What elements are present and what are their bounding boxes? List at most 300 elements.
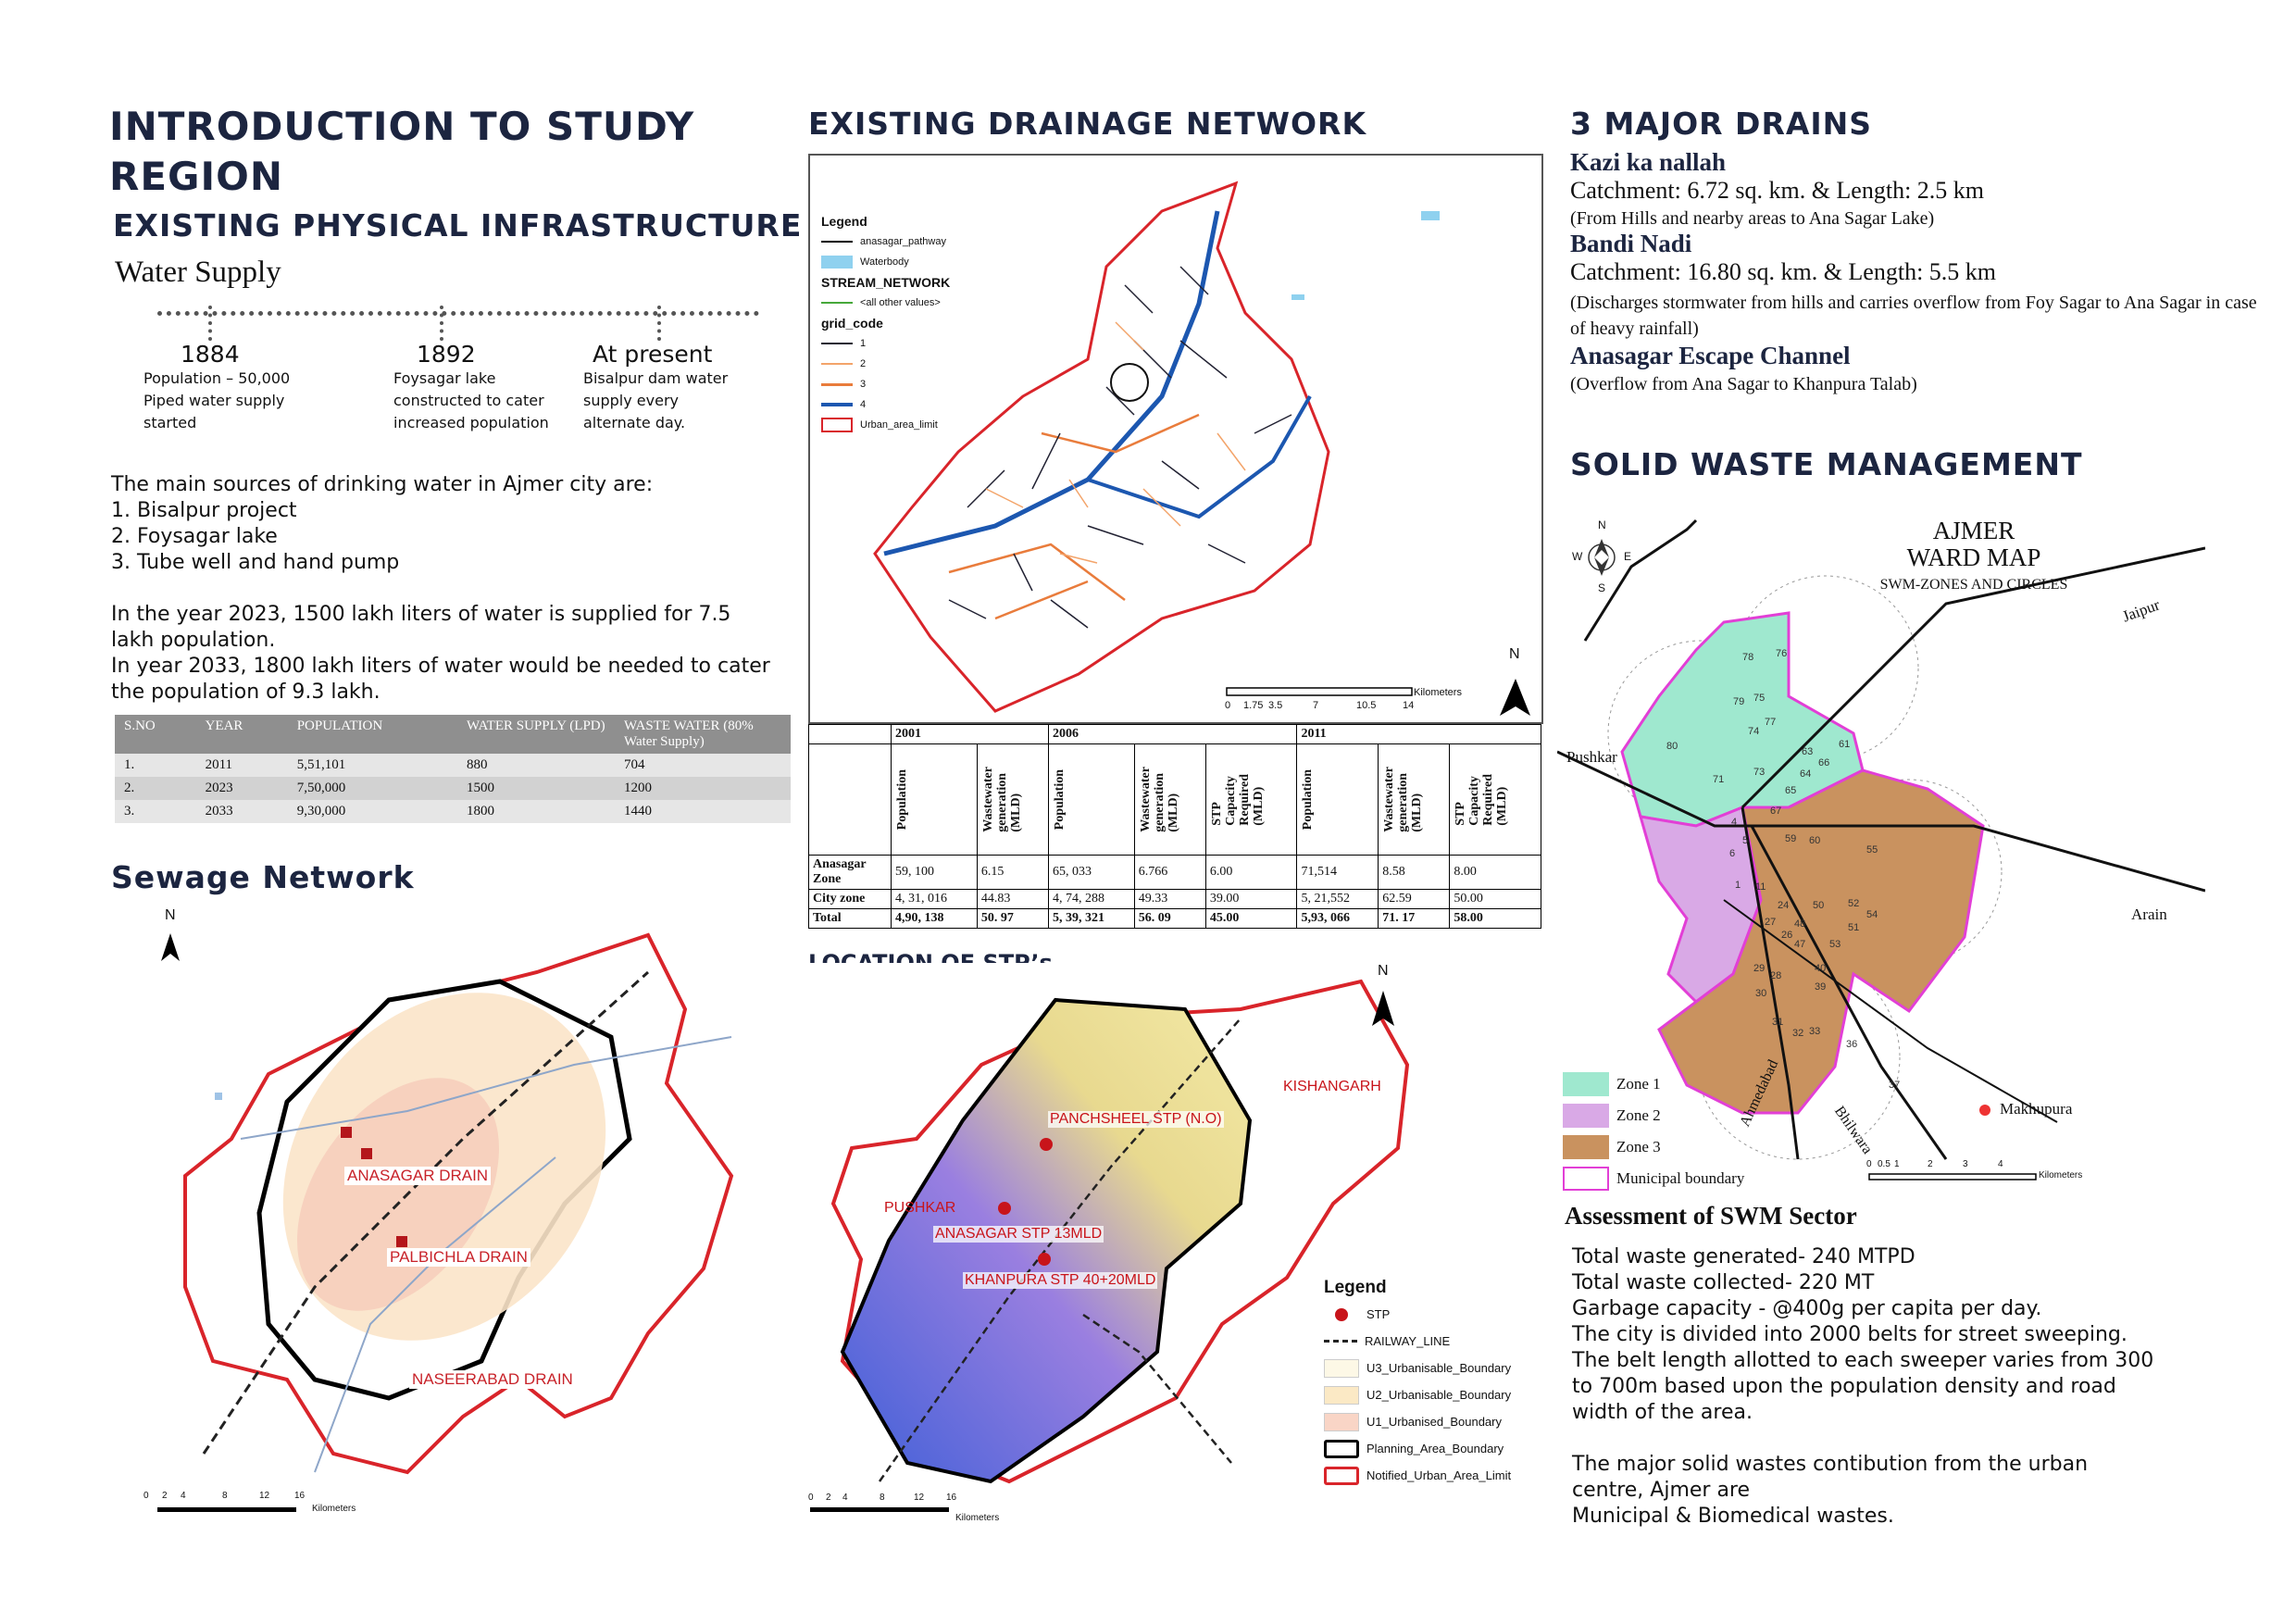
table-row xyxy=(809,890,1541,909)
table-row xyxy=(115,754,791,777)
source-item: 1. Bisalpur project xyxy=(111,499,297,522)
table-cell: 50. 97 xyxy=(977,909,1048,929)
stp-icon xyxy=(1335,1308,1348,1321)
table-header: S.NO xyxy=(115,715,196,754)
ward-number: 32 xyxy=(1792,1028,1804,1039)
column-header-text: Wastewater generation (MLD) xyxy=(1382,767,1425,832)
scale-tick: 12 xyxy=(259,1491,270,1501)
ward-number: 50 xyxy=(1813,900,1825,911)
water-supply-timeline xyxy=(144,306,768,472)
infrastructure-subtitle: EXISTING PHYSICAL INFRASTRUCTURE xyxy=(113,207,803,244)
legend-label: Waterbody xyxy=(860,256,909,268)
drainage-north-label: N xyxy=(1509,646,1520,662)
ward-number: 55 xyxy=(1866,844,1878,856)
legend-label: Municipal boundary xyxy=(1616,1169,1745,1187)
scale-unit: Kilometers xyxy=(312,1504,356,1514)
sewage-network-map xyxy=(130,898,778,1520)
drain-name: Bandi Nadi xyxy=(1570,230,1692,257)
legend-swatch xyxy=(1324,1467,1359,1485)
legend-item-u3 xyxy=(1324,1355,1511,1381)
legend-swatch xyxy=(821,363,853,365)
scale-tick: 7 xyxy=(1313,700,1319,711)
column-header xyxy=(1450,744,1541,856)
column-header-text: Population xyxy=(895,768,909,831)
ward-number: 30 xyxy=(1755,988,1767,999)
ward-number: 36 xyxy=(1846,1039,1858,1050)
ward-map-title-line: WARD MAP xyxy=(1906,543,2041,571)
table-cell: 704 xyxy=(615,754,791,777)
naseerabad-drain-marker xyxy=(396,1236,407,1247)
legend-item-urban xyxy=(821,415,950,435)
legend-label: Urban_area_limit xyxy=(860,419,938,431)
north-arrow-icon xyxy=(1500,679,1530,716)
table-cell xyxy=(809,725,892,744)
waterbody xyxy=(1421,211,1440,220)
scale-tick: 0 xyxy=(1225,700,1231,711)
legend-label: 1 xyxy=(860,338,867,349)
scale-unit: Kilometers xyxy=(2039,1170,2083,1181)
assessment-line: Municipal & Biomedical wastes. xyxy=(1572,1505,1894,1528)
ward-number: 75 xyxy=(1753,693,1766,704)
scale-tick: 14 xyxy=(1403,700,1415,711)
waterbody xyxy=(215,1093,222,1100)
timeline-text: Bisalpur dam water supply every alternate day. xyxy=(583,369,729,431)
table-cell: 880 xyxy=(457,754,615,777)
sources-intro: The main sources of drinking water in Ajmer city are: xyxy=(111,473,654,496)
scale-bar xyxy=(157,1507,296,1512)
map-label-naseerabad-drain: NASEERABAD DRAIN xyxy=(409,1370,576,1389)
scale-tick: 2 xyxy=(1928,1159,1933,1169)
legend-title: Legend xyxy=(1324,1278,1387,1297)
ward-number: 60 xyxy=(1809,835,1821,846)
ward-number: 1 xyxy=(1735,880,1741,891)
ward-number: 67 xyxy=(1770,806,1782,817)
table-cell: 5, 39, 321 xyxy=(1048,909,1134,929)
legend-item-stp xyxy=(1324,1301,1511,1328)
drain-name: Kazi ka nallah xyxy=(1570,148,1727,176)
legend-item-grid-3 xyxy=(821,374,950,394)
table-cell xyxy=(809,744,892,856)
legend-label: STP xyxy=(1366,1307,1391,1321)
ward-number: 80 xyxy=(1666,741,1678,752)
water-paragraph-2033: In year 2033, 1800 lakh liters of water would be needed to cater the population of 9.3 lakh. xyxy=(111,655,770,704)
assessment-line: Garbage capacity - @400g per capita per day. xyxy=(1572,1297,2042,1320)
ward-number: 74 xyxy=(1748,726,1760,737)
legend-item-zone-3 xyxy=(1563,1131,1744,1163)
major-drains-list xyxy=(1570,148,2274,395)
ward-number: 66 xyxy=(1818,757,1830,768)
ward-number: 29 xyxy=(1753,963,1766,974)
legend-swatch xyxy=(821,383,853,386)
scale-tick: 8 xyxy=(222,1491,228,1501)
ajmer-ward-map xyxy=(1557,511,2205,1196)
drain-detail: Catchment: 6.72 sq. km. & Length: 2.5 km xyxy=(1570,177,1985,204)
legend-item-grid-4 xyxy=(821,394,950,415)
legend-item-grid-2 xyxy=(821,354,950,374)
column-header-text: Population xyxy=(1301,768,1316,831)
table-cell: 5, 21,552 xyxy=(1297,890,1379,909)
legend-swatch xyxy=(1324,1340,1357,1343)
scale-tick: 0 xyxy=(1866,1159,1872,1169)
legend-label: Notified_Urban_Area_Limit xyxy=(1366,1468,1512,1482)
legend-label: Planning_Area_Boundary xyxy=(1366,1442,1504,1455)
legend-title: Legend xyxy=(821,214,867,229)
water-supply-table xyxy=(115,715,791,823)
timeline-text: Foysagar lake constructed to cater increased population xyxy=(393,369,549,431)
column-header xyxy=(1297,744,1379,856)
legend-label: <all other values> xyxy=(860,297,941,308)
assessment-line: The major solid wastes contibution from the urban centre, Ajmer are xyxy=(1572,1453,2089,1502)
water-sources-block xyxy=(111,472,778,706)
drain-name: Anasagar Escape Channel xyxy=(1570,342,1851,369)
ward-number: 28 xyxy=(1770,970,1782,981)
ward-number: 11 xyxy=(1755,881,1766,893)
scale-bar xyxy=(810,1507,949,1512)
legend-label: 2 xyxy=(860,358,867,369)
north-arrow-icon xyxy=(161,933,180,961)
column-header xyxy=(1205,744,1297,856)
scale-tick: 3.5 xyxy=(1268,700,1283,711)
stp-legend xyxy=(1324,1274,1511,1489)
ward-number: 63 xyxy=(1802,746,1814,757)
scale-tick: 1 xyxy=(1894,1159,1900,1169)
year-header: 2001 xyxy=(892,725,1049,744)
ward-number: 37 xyxy=(1889,1080,1901,1091)
column-header xyxy=(1048,744,1134,856)
major-drains-heading: 3 MAJOR DRAINS xyxy=(1570,106,1873,142)
assessment-heading: Assessment of SWM Sector xyxy=(1565,1202,1857,1230)
place-bhilwara: Bhilwara xyxy=(1830,1103,1876,1157)
legend-item-u1 xyxy=(1324,1408,1511,1435)
legend-swatch xyxy=(1324,1359,1359,1378)
table-cell: 4,90, 138 xyxy=(892,909,978,929)
legend-swatch xyxy=(821,418,853,432)
ward-number: 4 xyxy=(1731,817,1738,828)
place-ahmedabad: Ahmedabad xyxy=(1737,1057,1782,1130)
column-header-text: Wastewater generation (MLD) xyxy=(1138,767,1180,832)
scale-tick: 4 xyxy=(842,1493,848,1503)
ward-number: 73 xyxy=(1753,767,1766,778)
drainage-legend xyxy=(821,211,950,435)
row-label: Total xyxy=(809,909,892,929)
legend-label: U1_Urbanised_Boundary xyxy=(1366,1415,1502,1429)
scale-tick: 0 xyxy=(144,1491,149,1501)
stp-marker xyxy=(1038,1253,1051,1266)
table-cell: 39.00 xyxy=(1205,890,1297,909)
legend-label: RAILWAY_LINE xyxy=(1365,1334,1451,1348)
place-pushkar: Pushkar xyxy=(1566,748,1617,766)
legend-swatch xyxy=(821,302,853,304)
table-cell: 45.00 xyxy=(1205,909,1297,929)
table-header: YEAR xyxy=(196,715,288,754)
drainage-network-map xyxy=(808,154,1543,724)
legend-item-municipal-boundary xyxy=(1563,1163,1744,1194)
table-cell: 5,93, 066 xyxy=(1297,909,1379,929)
column-header-text: Wastewater generation (MLD) xyxy=(980,767,1023,832)
table-cell: 6.15 xyxy=(977,856,1048,890)
water-paragraph-2023: In the year 2023, 1500 lakh liters of water is supplied for 7.5 lakh population. xyxy=(111,603,731,652)
timeline-year: 1884 xyxy=(181,341,240,368)
legend-swatch xyxy=(821,241,853,243)
legend-swatch xyxy=(821,403,853,406)
timeline-connector xyxy=(657,306,768,341)
assessment-line: Total waste generated- 240 MTPD xyxy=(1572,1245,1915,1268)
scale-tick: 12 xyxy=(914,1493,925,1503)
label-anasagar-stp: ANASAGAR STP 13MLD xyxy=(935,1226,1103,1242)
legend-item-railway xyxy=(1324,1328,1511,1355)
assessment-line xyxy=(1572,1426,2155,1452)
legend-item-grid-1 xyxy=(821,333,950,354)
stp-location-map xyxy=(805,963,1554,1528)
ward-number: 48 xyxy=(1794,918,1806,930)
table-cell: 4, 74, 288 xyxy=(1048,890,1134,909)
page-title: INTRODUCTION TO STUDY REGION xyxy=(109,104,695,199)
ward-number: 52 xyxy=(1848,898,1860,909)
legend-label: Zone 3 xyxy=(1616,1138,1661,1156)
label-pushkar: PUSHKAR xyxy=(884,1200,956,1216)
table-row xyxy=(809,909,1541,929)
scale-tick: 3 xyxy=(1963,1159,1968,1169)
legend-label: Zone 1 xyxy=(1616,1075,1661,1093)
legend-stream-title: STREAM_NETWORK xyxy=(821,275,951,290)
ward-number: 71 xyxy=(1713,774,1725,785)
table-row xyxy=(115,800,791,823)
row-label: Anasagar Zone xyxy=(809,856,892,890)
drainage-heading: EXISTING DRAINAGE NETWORK xyxy=(808,106,1367,142)
ward-number: 53 xyxy=(1829,939,1841,950)
table-cell: 4, 31, 016 xyxy=(892,890,978,909)
table-row xyxy=(115,777,791,800)
legend-item-zone-2 xyxy=(1563,1100,1744,1131)
ward-map-title-line: AJMER xyxy=(1932,517,2015,544)
table-header-row xyxy=(809,744,1541,856)
table-header-row xyxy=(115,715,791,754)
ward-number: 33 xyxy=(1809,1026,1821,1037)
scale-tick: 2 xyxy=(162,1491,168,1501)
legend-label: 4 xyxy=(860,399,867,410)
drain-note: (Overflow from Ana Sagar to Khanpura Talab) xyxy=(1570,374,1917,394)
table-cell: 7,50,000 xyxy=(288,777,457,800)
ward-number: 6 xyxy=(1729,848,1736,859)
legend-swatch xyxy=(1324,1413,1359,1431)
legend-swatch xyxy=(1324,1440,1359,1458)
ward-number: 61 xyxy=(1839,739,1851,750)
map-label-palbichla-drain: PALBICHLA DRAIN xyxy=(387,1248,530,1267)
ward-number: 40 xyxy=(1815,963,1827,974)
timeline-year: 1892 xyxy=(417,341,476,368)
table-header: WASTE WATER (80% Water Supply) xyxy=(615,715,791,754)
table-cell: 6.00 xyxy=(1205,856,1297,890)
table-cell: 1500 xyxy=(457,777,615,800)
ward-legend xyxy=(1563,1068,1744,1194)
scale-tick: 2 xyxy=(826,1493,831,1503)
ward-number: 54 xyxy=(1866,909,1878,920)
compass-south: S xyxy=(1598,581,1606,594)
legend-item-other xyxy=(821,293,950,313)
sewage-map-svg xyxy=(130,898,778,1520)
north-label: N xyxy=(165,907,176,923)
table-cell: 8.00 xyxy=(1450,856,1541,890)
column-header xyxy=(892,744,978,856)
legend-label: Zone 2 xyxy=(1616,1106,1661,1124)
table-cell: 1. xyxy=(115,754,196,777)
year-header: 2006 xyxy=(1048,725,1297,744)
table-cell: 2023 xyxy=(196,777,288,800)
ward-number: 64 xyxy=(1800,768,1812,780)
legend-swatch xyxy=(821,256,853,269)
place-arain: Arain xyxy=(2131,906,2167,923)
timeline-item xyxy=(393,306,579,434)
column-header xyxy=(1379,744,1450,856)
table-cell: 9,30,000 xyxy=(288,800,457,823)
timeline-connector xyxy=(440,306,579,341)
place-makhupura: Makhupura xyxy=(2000,1100,2073,1118)
legend-item-u2 xyxy=(1324,1381,1511,1408)
legend-item-zone-1 xyxy=(1563,1068,1744,1100)
scale-unit: Kilometers xyxy=(955,1513,1000,1523)
table-header: POPULATION xyxy=(288,715,457,754)
table-year-row xyxy=(809,725,1541,744)
timeline-connector xyxy=(208,306,329,341)
ward-number: 77 xyxy=(1765,717,1777,728)
scale-tick: 8 xyxy=(880,1493,885,1503)
legend-label: U2_Urbanisable_Boundary xyxy=(1366,1388,1512,1402)
drain-note: (Discharges stormwater from hills and carries overflow from Foy Sagar to Ana Sagar in case of heavy rainfall) xyxy=(1570,293,2257,339)
timeline-item xyxy=(144,306,329,434)
label-kishangarh: KISHANGARH xyxy=(1283,1079,1381,1094)
anasagar-drain-marker xyxy=(341,1127,352,1138)
stp-marker xyxy=(1040,1138,1053,1151)
assessment-line: The city is divided into 2000 belts for street sweeping. The belt length allotted to each sweeper varies from 300 to 700m based upon the population density and road width of the area. xyxy=(1572,1323,2154,1424)
ward-map-subtitle: SWM-ZONES AND CIRCLES xyxy=(1879,577,2068,593)
ward-number: 24 xyxy=(1778,900,1790,911)
table-cell: 6.766 xyxy=(1134,856,1205,890)
assessment-line: Total waste collected- 220 MT xyxy=(1572,1271,1875,1294)
table-cell: 49.33 xyxy=(1134,890,1205,909)
scale-bar xyxy=(1227,688,1412,695)
scale-tick: 4 xyxy=(181,1491,186,1501)
scale-tick: 16 xyxy=(946,1493,957,1503)
column-header-text: Population xyxy=(1052,768,1067,831)
timeline-year: At present xyxy=(593,341,713,368)
legend-swatch xyxy=(1563,1104,1609,1128)
year-header: 2011 xyxy=(1297,725,1541,744)
timeline-text: Population – 50,000 Piped water supply started xyxy=(144,369,291,431)
stp-north-label: N xyxy=(1378,963,1389,979)
row-label: City zone xyxy=(809,890,892,909)
table-cell: 2011 xyxy=(196,754,288,777)
stp-marker xyxy=(998,1202,1011,1215)
table-cell: 5,51,101 xyxy=(288,754,457,777)
legend-swatch xyxy=(821,343,853,344)
scale-tick: 4 xyxy=(1998,1159,2003,1169)
sewage-network-heading: Sewage Network xyxy=(111,859,415,895)
drain-note: (From Hills and nearby areas to Ana Sagar Lake) xyxy=(1570,208,1935,229)
palbichla-drain-marker xyxy=(361,1148,372,1159)
ward-number: 27 xyxy=(1765,917,1777,928)
legend-item-notified xyxy=(1324,1462,1511,1489)
legend-swatch xyxy=(1563,1135,1609,1159)
ward-number: 59 xyxy=(1785,833,1797,844)
table-header: WATER SUPPLY (LPD) xyxy=(457,715,615,754)
swm-heading: SOLID WASTE MANAGEMENT xyxy=(1570,446,2083,482)
table-cell: 58.00 xyxy=(1450,909,1541,929)
legend-label: anasagar_pathway xyxy=(860,236,946,247)
ward-number: 76 xyxy=(1776,648,1788,659)
ward-number: 65 xyxy=(1785,785,1797,796)
table-cell: 71. 17 xyxy=(1379,909,1450,929)
legend-swatch xyxy=(1563,1167,1609,1191)
scale-unit: Kilometers xyxy=(1414,687,1462,698)
column-header xyxy=(1134,744,1205,856)
column-header-text: STP Capacity Required (MLD) xyxy=(1209,773,1266,826)
table-cell: 56. 09 xyxy=(1134,909,1205,929)
ward-number: 47 xyxy=(1794,939,1806,950)
table-cell: 1800 xyxy=(457,800,615,823)
ward-number: 78 xyxy=(1742,652,1754,663)
water-supply-heading: Water Supply xyxy=(115,256,281,289)
scale-tick: 10.5 xyxy=(1356,700,1377,711)
scale-tick: 0 xyxy=(808,1493,814,1503)
scale-tick: 1.75 xyxy=(1243,700,1264,711)
legend-grid-title: grid_code xyxy=(821,316,883,331)
legend-item-pathway xyxy=(821,231,950,252)
map-label-anasagar-drain: ANASAGAR DRAIN xyxy=(344,1167,491,1185)
scale-tick: 0.5 xyxy=(1878,1159,1890,1169)
compass-east: E xyxy=(1624,550,1632,563)
column-header xyxy=(977,744,1048,856)
table-row xyxy=(809,856,1541,890)
ward-number: 79 xyxy=(1733,696,1745,707)
table-cell: 62.59 xyxy=(1379,890,1450,909)
waterbody xyxy=(1292,294,1304,300)
label-khanpura-stp: KHANPURA STP 40+20MLD xyxy=(965,1272,1156,1288)
table-cell: 3. xyxy=(115,800,196,823)
timeline-item xyxy=(583,306,768,434)
column-header-text: STP Capacity Required (MLD) xyxy=(1454,773,1510,826)
legend-label: 3 xyxy=(860,379,867,390)
ward-number: 51 xyxy=(1848,922,1860,933)
wastewater-table xyxy=(808,724,1541,929)
compass-west: W xyxy=(1572,550,1583,563)
source-item: 3. Tube well and hand pump xyxy=(111,551,400,574)
scale-tick: 16 xyxy=(294,1491,306,1501)
table-cell: 2. xyxy=(115,777,196,800)
source-item: 2. Foysagar lake xyxy=(111,525,278,548)
legend-label: U3_Urbanisable_Boundary xyxy=(1366,1361,1512,1375)
table-cell: 1440 xyxy=(615,800,791,823)
table-cell: 44.83 xyxy=(977,890,1048,909)
legend-swatch xyxy=(1563,1072,1609,1096)
legend-item-waterbody xyxy=(821,252,950,272)
table-cell: 1200 xyxy=(615,777,791,800)
ward-number: 39 xyxy=(1815,981,1827,993)
label-panchsheel-stp: PANCHSHEEL STP (N.O) xyxy=(1050,1111,1222,1127)
table-cell: 59, 100 xyxy=(892,856,978,890)
table-cell: 65, 033 xyxy=(1048,856,1134,890)
table-cell: 2033 xyxy=(196,800,288,823)
ward-number: 5 xyxy=(1742,835,1749,846)
table-cell: 8.58 xyxy=(1379,856,1450,890)
legend-item-planning xyxy=(1324,1435,1511,1462)
table-cell: 50.00 xyxy=(1450,890,1541,909)
compass-north: N xyxy=(1598,518,1606,531)
assessment-text xyxy=(1572,1244,2155,1530)
ward-number: 31 xyxy=(1772,1017,1784,1028)
drain-detail: Catchment: 16.80 sq. km. & Length: 5.5 km xyxy=(1570,258,1997,285)
place-jaipur: Jaipur xyxy=(2119,595,2163,626)
ward-number: 26 xyxy=(1781,930,1793,941)
